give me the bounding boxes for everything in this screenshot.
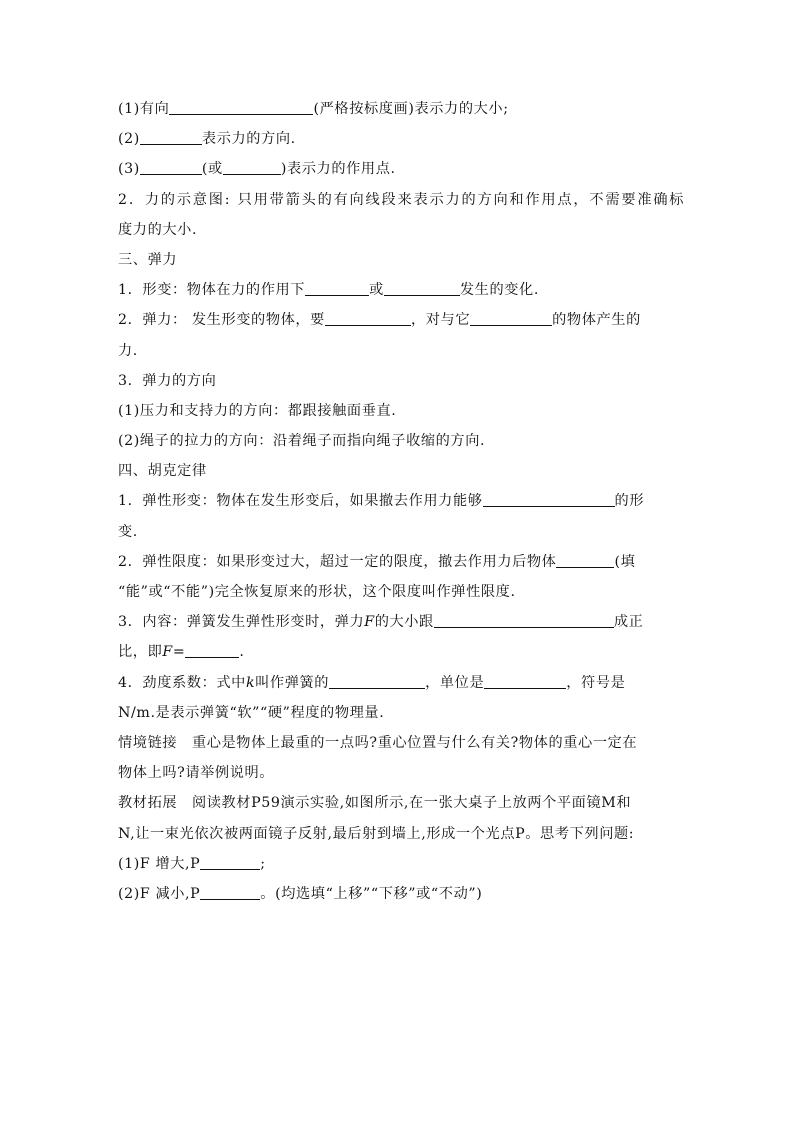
text: 4．劲度系数：式中 bbox=[118, 674, 246, 691]
text: 2．力的示意图: 只用带箭头的有向线段来表示力的方向和作用点，不需要准确标 bbox=[118, 191, 686, 208]
text-line bbox=[118, 486, 678, 516]
text: 四、胡克定律 bbox=[118, 463, 207, 480]
text: 度力的大小. bbox=[118, 221, 198, 238]
fill-blank[interactable] bbox=[483, 487, 615, 507]
fill-blank[interactable] bbox=[223, 155, 281, 175]
fill-blank[interactable] bbox=[470, 306, 552, 326]
fill-blank[interactable] bbox=[556, 548, 614, 568]
text: 发生的变化. bbox=[459, 282, 539, 299]
text: (1)有向 bbox=[118, 101, 170, 117]
document-body bbox=[118, 94, 686, 909]
fill-blank[interactable] bbox=[325, 306, 411, 326]
text: (2)绳子的拉力的方向：沿着绳子而指向绳子收缩的方向. bbox=[118, 433, 486, 450]
text: 的形 bbox=[614, 493, 645, 510]
fill-blank[interactable] bbox=[140, 155, 202, 175]
fill-blank[interactable] bbox=[384, 276, 460, 296]
text-line bbox=[118, 396, 678, 426]
text: N/m.是表示弹簧“软”“硬”程度的物理量. bbox=[118, 704, 385, 721]
text-line bbox=[118, 758, 678, 788]
section-heading bbox=[118, 456, 678, 486]
fill-blank[interactable] bbox=[200, 880, 260, 900]
text-line bbox=[118, 426, 678, 456]
text-line bbox=[118, 336, 678, 366]
fill-blank[interactable] bbox=[140, 125, 202, 145]
text: )表示力的作用点. bbox=[280, 161, 396, 178]
fill-blank[interactable] bbox=[484, 669, 566, 689]
fill-blank[interactable] bbox=[305, 276, 369, 296]
fill-blank[interactable] bbox=[200, 850, 260, 870]
text-line bbox=[118, 668, 678, 698]
fill-blank[interactable] bbox=[169, 95, 313, 115]
text-line bbox=[118, 215, 678, 245]
text: 2．弹性限度：如果形变过大，超过一定的限度，撤去作用力后物体 bbox=[118, 553, 557, 570]
text: 比，即 bbox=[118, 644, 163, 661]
fill-blank[interactable] bbox=[329, 669, 425, 689]
text: (3) bbox=[118, 161, 140, 178]
text: . bbox=[239, 644, 245, 661]
text-line bbox=[118, 517, 678, 547]
text: 三、弹力 bbox=[118, 251, 178, 268]
text-line bbox=[118, 124, 678, 154]
text-line bbox=[118, 637, 678, 667]
text-line bbox=[118, 547, 678, 577]
text: 教材拓展 阅读教材P59演示实验,如图所示,在一张大桌子上放两个平面镜M和 bbox=[118, 795, 632, 812]
text-line bbox=[118, 698, 678, 728]
text: ，对与它 bbox=[410, 312, 471, 329]
fill-blank[interactable] bbox=[185, 638, 239, 658]
text-line bbox=[118, 185, 686, 215]
text-line bbox=[118, 275, 678, 305]
variable-F: F bbox=[162, 644, 173, 661]
text: (或 bbox=[201, 161, 223, 178]
text: (填 bbox=[614, 553, 636, 570]
text: 表示力的方向. bbox=[201, 131, 296, 148]
text: 情境链接 重心是物体上最重的一点吗?重心位置与什么有关?物体的重心一定在 bbox=[118, 734, 638, 751]
text: 力. bbox=[118, 342, 138, 359]
text: 1．弹性形变：物体在发生形变后，如果撤去作用力能够 bbox=[118, 493, 483, 510]
text: ; bbox=[260, 855, 266, 872]
fill-blank[interactable] bbox=[434, 608, 614, 628]
text: 成正 bbox=[613, 614, 644, 631]
variable-k: k bbox=[245, 674, 256, 691]
text: (1)F 增大,P bbox=[118, 855, 201, 872]
text-line bbox=[118, 819, 678, 849]
text: N,让一束光依次被两面镜子反射,最后射到墙上,形成一个光点P。思考下列问题: bbox=[118, 825, 635, 842]
text-line bbox=[118, 154, 678, 184]
text: 或 bbox=[369, 282, 384, 299]
text: “能”或“不能”)完全恢复原来的形状，这个限度叫作弹性限度. bbox=[118, 584, 516, 600]
text: ，符号是 bbox=[566, 674, 626, 691]
section-heading bbox=[118, 245, 678, 275]
text: 1．形变：物体在力的作用下 bbox=[118, 282, 306, 299]
variable-F: F bbox=[364, 614, 375, 631]
text: 的物体产生的 bbox=[552, 312, 641, 329]
text-line bbox=[118, 788, 678, 818]
text: 3．内容：弹簧发生弹性形变时，弹力 bbox=[118, 614, 365, 631]
text: (1)压力和支持力的方向：都跟接触面垂直. bbox=[118, 402, 397, 419]
text-line bbox=[118, 366, 678, 396]
text: (严格按标度画)表示力的大小; bbox=[313, 101, 509, 117]
text: 的大小跟 bbox=[374, 614, 434, 631]
text: 物体上吗?请举例说明。 bbox=[118, 765, 275, 782]
text: (2) bbox=[118, 131, 140, 148]
text: 变. bbox=[118, 523, 138, 540]
text-line bbox=[118, 94, 678, 124]
text: = bbox=[172, 644, 186, 661]
text-line bbox=[118, 849, 678, 879]
text-line bbox=[118, 305, 678, 335]
text: 3．弹力的方向 bbox=[118, 372, 217, 389]
text: 。(均选填“上移”“下移”或“不动”) bbox=[260, 885, 483, 902]
text-line bbox=[118, 728, 678, 758]
text-line bbox=[118, 879, 678, 909]
text: ，单位是 bbox=[425, 674, 485, 691]
text-line bbox=[118, 577, 678, 607]
text: 叫作弹簧的 bbox=[255, 674, 330, 691]
text: 2．弹力： 发生形变的物体，要 bbox=[118, 312, 325, 329]
text: (2)F 减小,P bbox=[118, 885, 201, 902]
text-line bbox=[118, 607, 678, 637]
